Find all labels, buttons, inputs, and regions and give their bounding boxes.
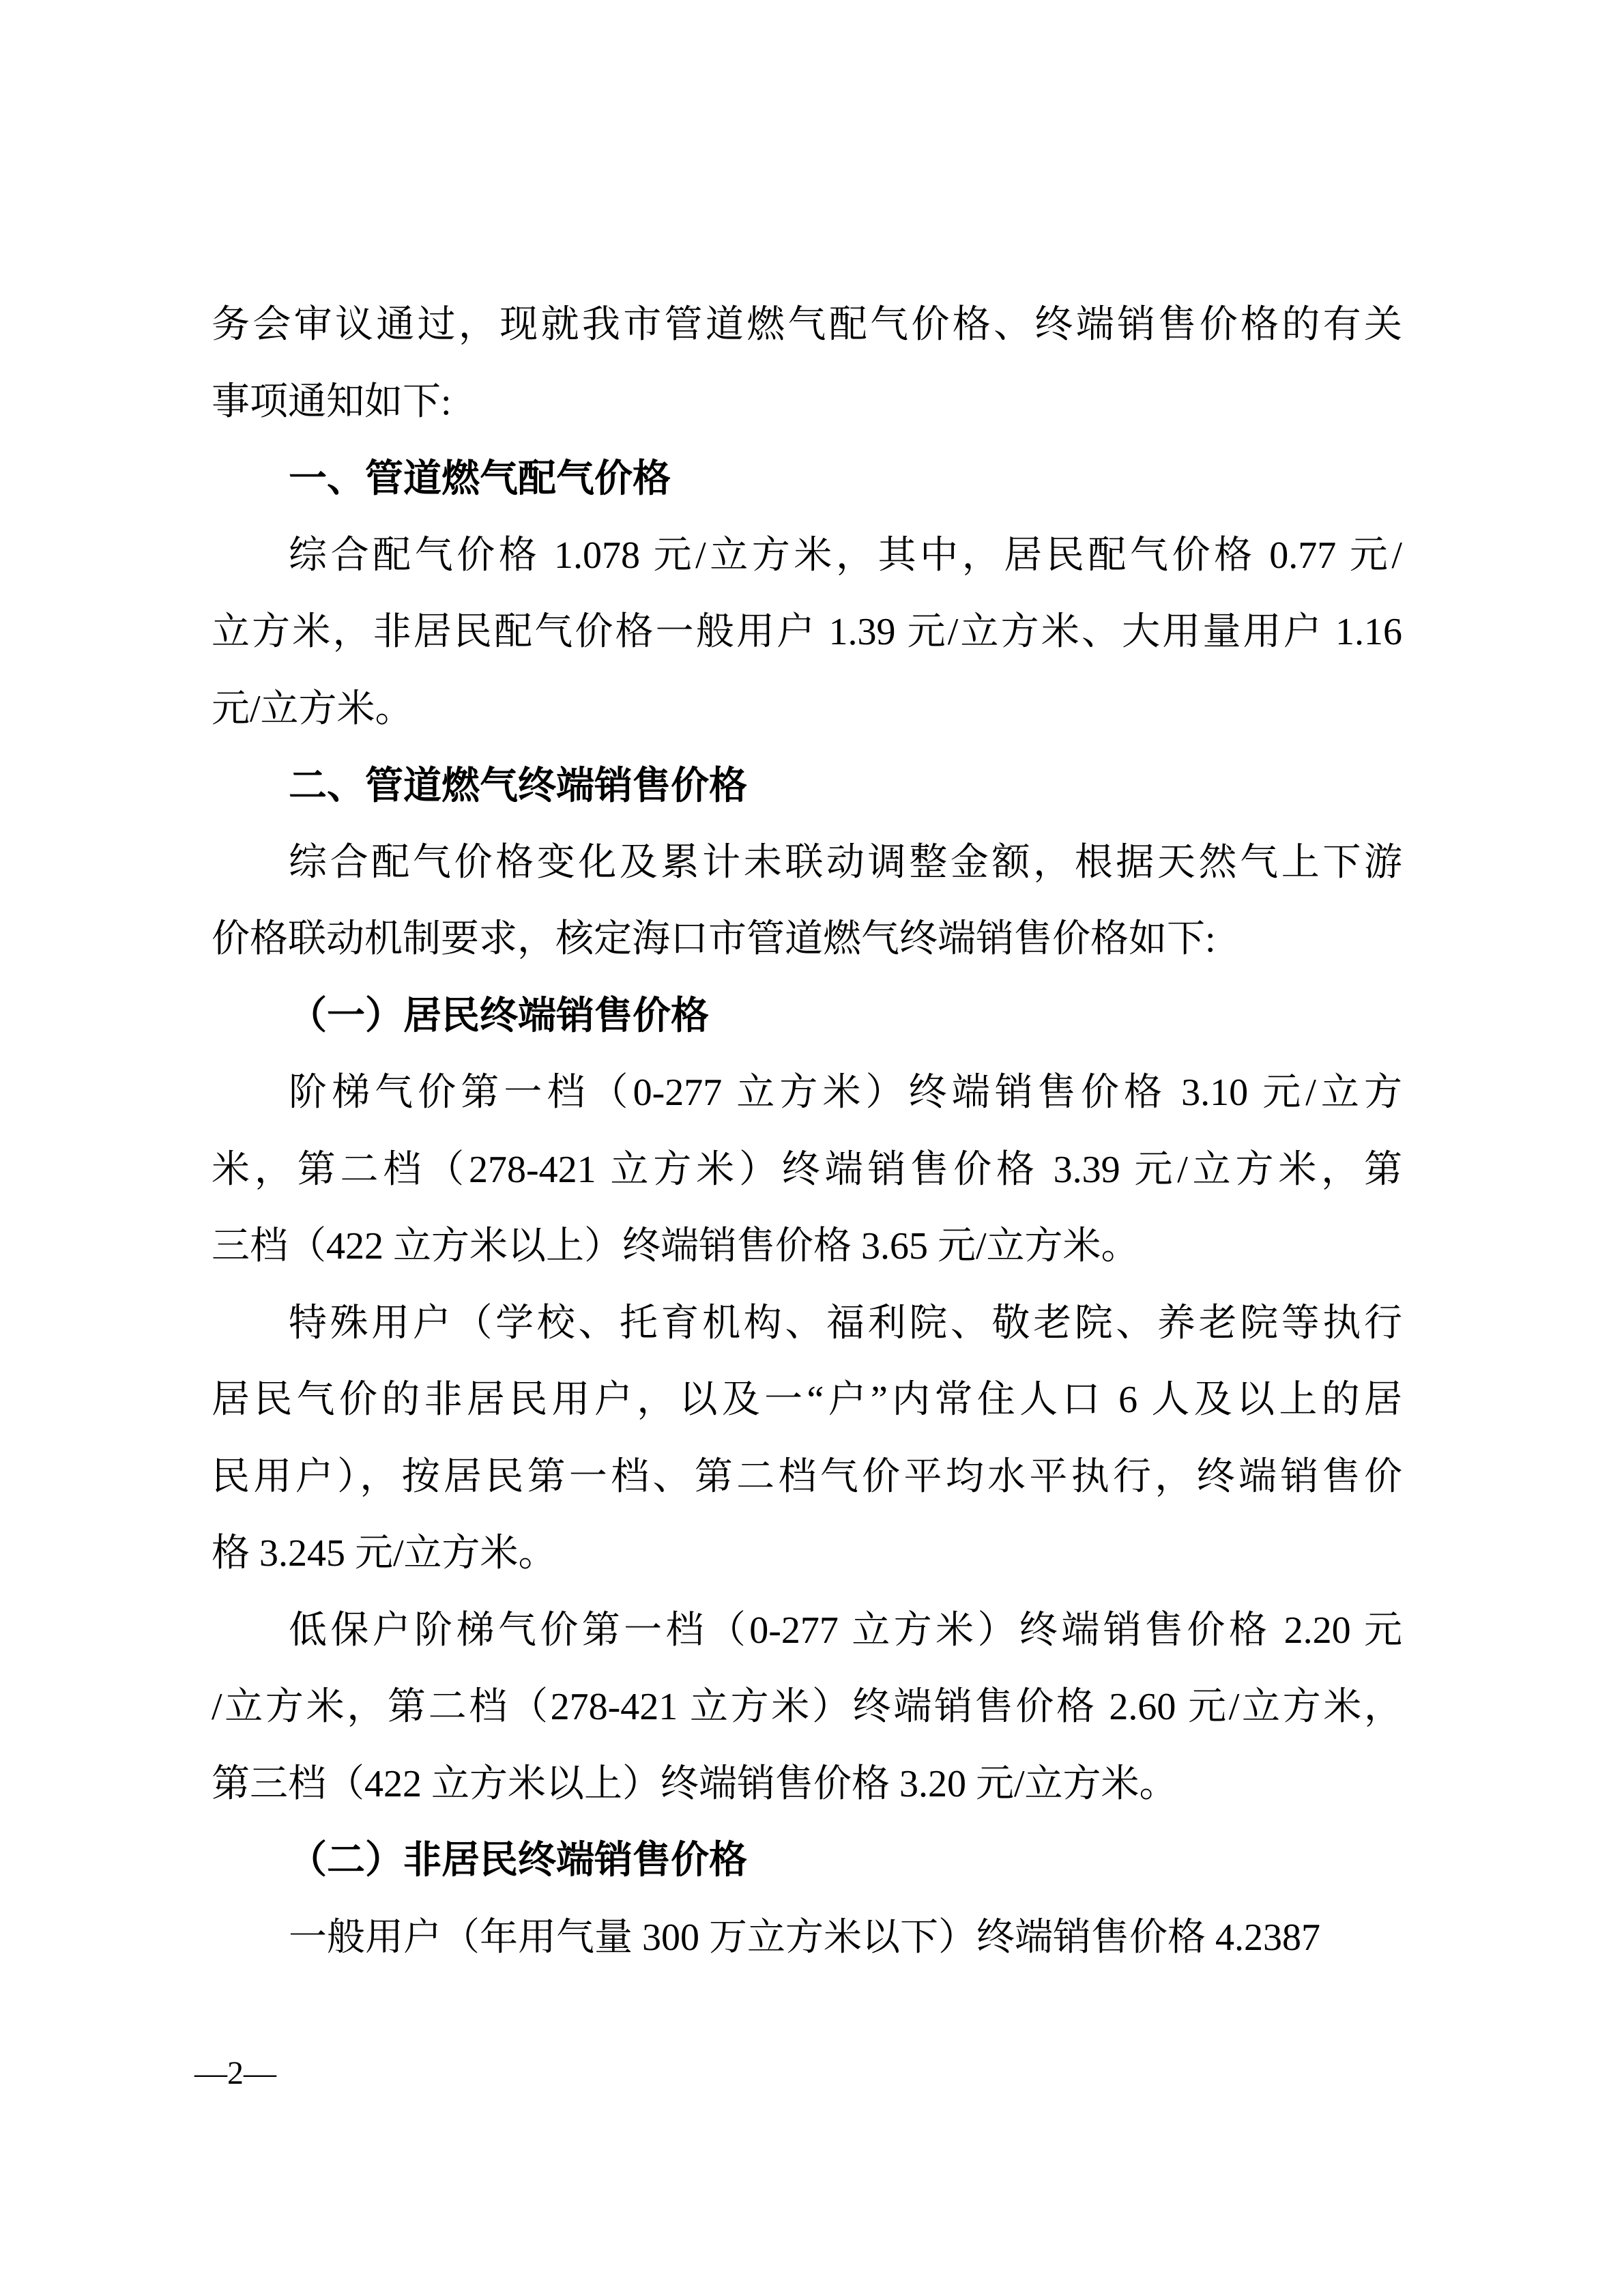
body-line: 特殊用户（学校、托育机构、福利院、敬老院、养老院等执行 (289, 1302, 1402, 1345)
section-heading-2: 二、管道燃气终端销售价格 (289, 764, 747, 807)
body-line: /立方米，第二档（278-421 立方米）终端销售价格 2.60 元/立方米， (212, 1686, 1402, 1728)
body-line: 一般用户（年用气量 300 万立方米以下）终端销售价格 4.2387 (289, 1916, 1320, 1959)
body-line: 居民气价的非居民用户，以及一“户”内常住人口 6 人及以上的居 (212, 1379, 1402, 1421)
body-line: 第三档（422 立方米以上）终端销售价格 3.20 元/立方米。 (212, 1762, 1178, 1805)
body-line: 立方米，非居民配气价格一般用户 1.39 元/立方米、大用量用户 1.16 (212, 611, 1402, 653)
body-line: 米，第二档（278-421 立方米）终端销售价格 3.39 元/立方米，第 (212, 1148, 1402, 1191)
body-line: 低保户阶梯气价第一档（0-277 立方米）终端销售价格 2.20 元 (289, 1609, 1402, 1652)
body-line: 阶梯气价第一档（0-277 立方米）终端销售价格 3.10 元/立方 (289, 1072, 1402, 1114)
body-line: 综合配气价格变化及累计未联动调整金额，根据天然气上下游 (289, 841, 1402, 884)
body-line: 务会审议通过，现就我市管道燃气配气价格、终端销售价格的有关 (212, 304, 1402, 346)
document-body (212, 287, 1402, 1976)
body-line: 价格联动机制要求，核定海口市管道燃气终端销售价格如下: (212, 918, 1216, 960)
body-line: 综合配气价格 1.078 元/立方米，其中，居民配气价格 0.77 元/ (289, 534, 1402, 577)
body-line: 事项通知如下: (212, 380, 452, 423)
body-line: 元/立方米。 (212, 687, 414, 730)
subsection-heading-1: （一）居民终端销售价格 (289, 994, 709, 1037)
body-line: 民用户），按居民第一档、第二档气价平均水平执行，终端销售价 (212, 1455, 1402, 1498)
section-heading-1: 一、管道燃气配气价格 (289, 457, 671, 500)
page-number: —2— (194, 2055, 276, 2091)
subsection-heading-2: （二）非居民终端销售价格 (289, 1839, 747, 1882)
body-line: 格 3.245 元/立方米。 (212, 1532, 557, 1575)
body-line: 三档（422 立方米以上）终端销售价格 3.65 元/立方米。 (212, 1225, 1140, 1267)
